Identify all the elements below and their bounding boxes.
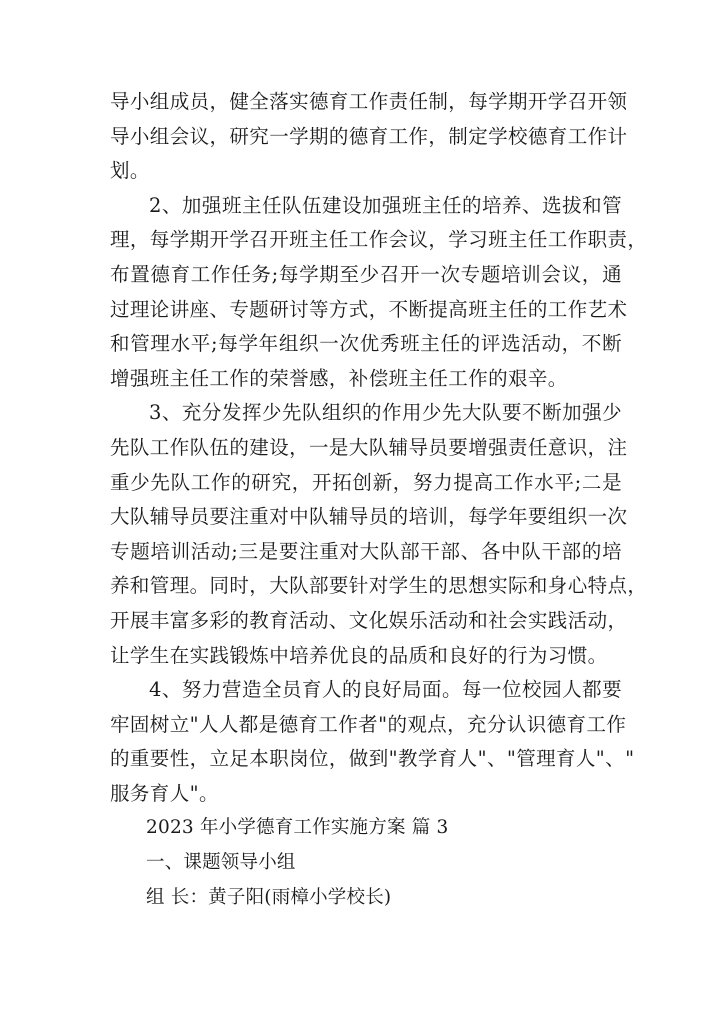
document-body xyxy=(110,85,648,915)
text-line: 理，每学期开学召开班主任工作会议，学习班主任工作职责， xyxy=(110,228,648,252)
text-line: 增强班主任工作的荣誉感，补偿班主任工作的艰辛。 xyxy=(110,366,568,390)
text-line: 让学生在实践锻炼中培养优良的品质和良好的行为习惯。 xyxy=(110,643,608,667)
text-line: 4、努力营造全员育人的良好局面。每一位校园人都要 xyxy=(149,678,622,702)
text-line: 大队辅导员要注重对中队辅导员的培训，每学年要组织一次 xyxy=(110,505,628,529)
text-line: 的重要性，立足本职岗位，做到"教学育人"、"管理育人"、" xyxy=(110,747,635,771)
paragraph-leadership-group xyxy=(110,85,628,189)
text-line: 布置德育工作任务;每学期至少召开一次专题培训会议，通 xyxy=(110,262,622,286)
paragraph-head-teacher-team xyxy=(110,189,648,397)
text-line: 导小组成员，健全落实德育工作责任制，每学期开学召开领 xyxy=(110,90,628,113)
section-title: 2023 年小学德育工作实施方案 篇 3 xyxy=(146,817,449,839)
text-line: 划。 xyxy=(110,159,150,183)
text-line: 专题培训活动;三是要注重对大队部干部、各中队干部的培 xyxy=(110,539,622,563)
text-line: 服务育人"。 xyxy=(110,781,219,805)
subsection-title: 一、课题领导小组 xyxy=(146,852,296,874)
text-line: 养和管理。同时，大队部要针对学生的思想实际和身心特点， xyxy=(110,574,648,598)
text-line: 先队工作队伍的建设，一是大队辅导员要增强责任意识，注 xyxy=(110,435,628,459)
leader-line: 组 长：黄子阳(雨樟小学校长) xyxy=(146,886,392,908)
text-line: 开展丰富多彩的教育活动、文化娱乐活动和社会实践活动， xyxy=(110,608,628,632)
text-line: 导小组会议，研究一学期的德育工作，制定学校德育工作计 xyxy=(110,124,628,148)
text-line: 牢固树立"人人都是德育工作者"的观点，充分认识德育工作 xyxy=(110,712,627,736)
text-line: 2、加强班主任队伍建设加强班主任的培养、选拔和管 xyxy=(149,193,622,217)
text-line: 和管理水平;每学年组织一次优秀班主任的评选活动，不断 xyxy=(110,332,622,356)
paragraph-whole-staff-education xyxy=(110,673,635,811)
text-line: 过理论讲座、专题研讨等方式，不断提高班主任的工作艺术 xyxy=(110,297,628,321)
text-line: 重少先队工作的研究，开拓创新，努力提高工作水平;二是 xyxy=(110,470,622,494)
text-line: 3、充分发挥少先队组织的作用少先大队要不断加强少 xyxy=(149,401,622,425)
paragraph-young-pioneers xyxy=(110,396,648,673)
